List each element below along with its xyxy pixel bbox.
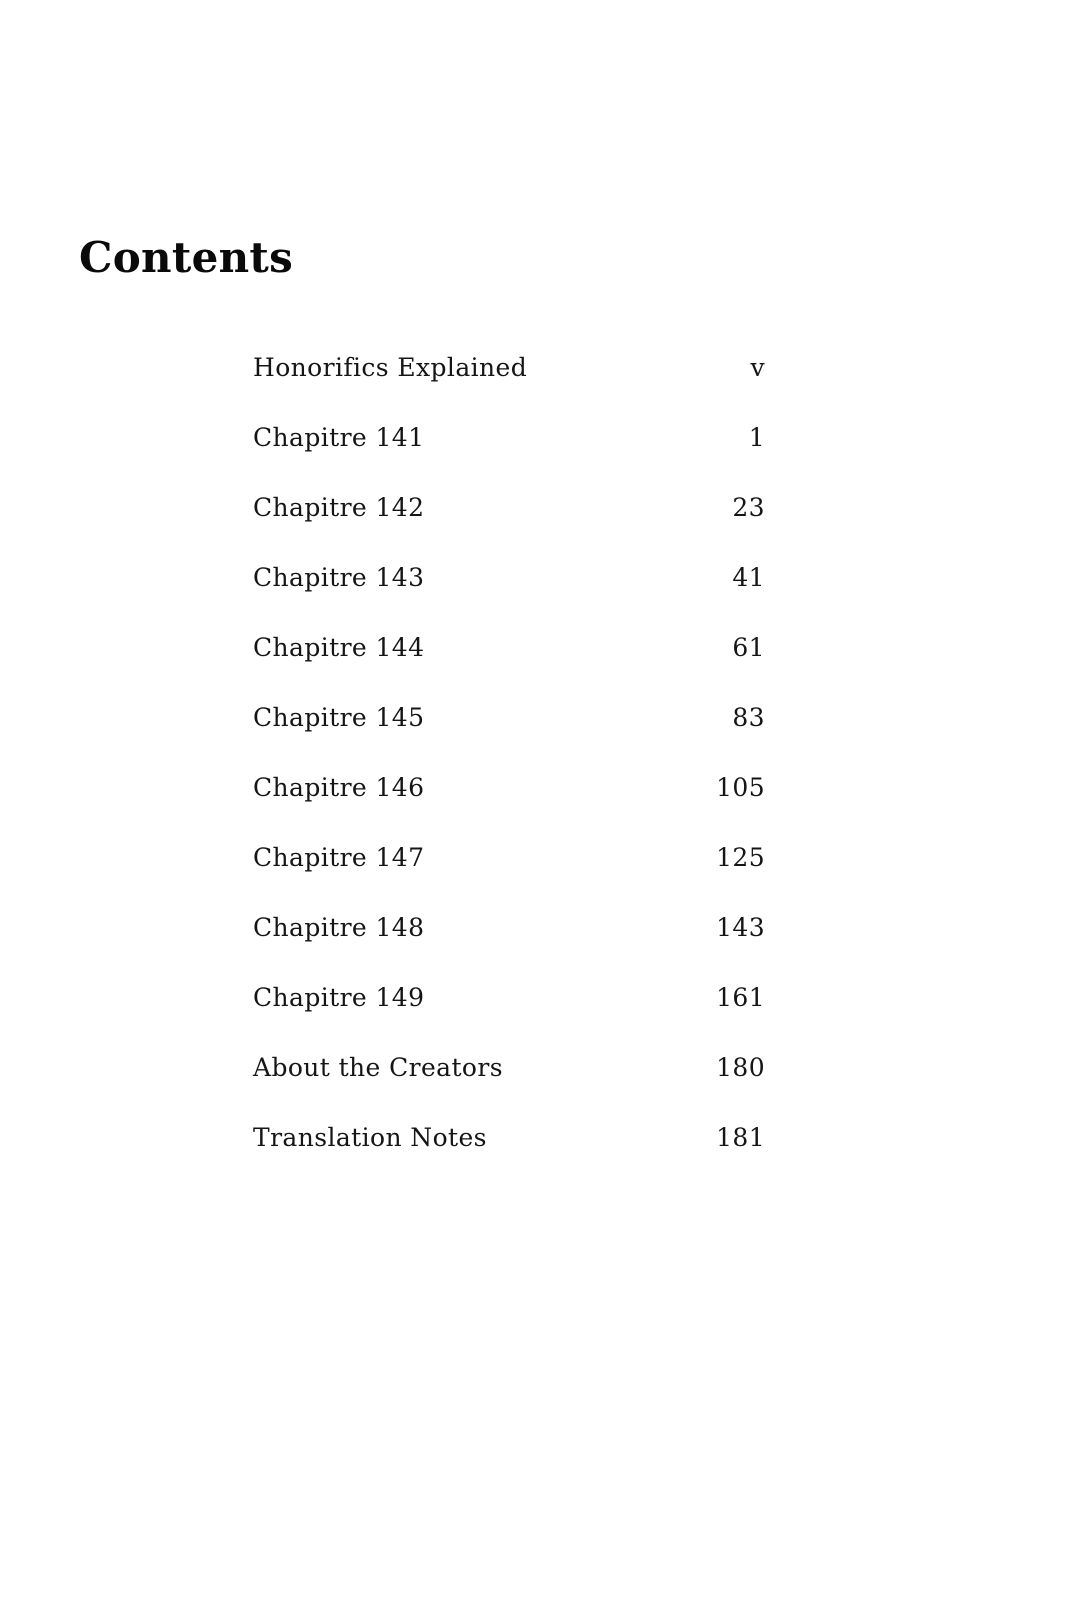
toc-entry-label: Chapitre 143: [253, 563, 425, 592]
toc-entry-chapitre-144[interactable]: [253, 625, 765, 695]
toc-entry-chapitre-145[interactable]: [253, 695, 765, 765]
toc-entry-page-number: 161: [716, 983, 765, 1012]
toc-entry-label: Chapitre 146: [253, 773, 425, 802]
toc-entry-label: About the Creators: [253, 1053, 503, 1082]
toc-entry-page-number: 23: [732, 493, 765, 522]
toc-entry-about-the-creators[interactable]: [253, 1045, 765, 1115]
toc-entry-label: Chapitre 142: [253, 493, 425, 522]
toc-entry-label: Chapitre 144: [253, 633, 425, 662]
toc-entry-chapitre-149[interactable]: [253, 975, 765, 1045]
toc-entry-page-number: 181: [716, 1123, 765, 1152]
toc-entry-page-number: 143: [716, 913, 765, 942]
toc-entry-translation-notes[interactable]: [253, 1115, 765, 1185]
toc-entry-label: Chapitre 147: [253, 843, 425, 872]
table-of-contents: [253, 345, 765, 1185]
page-title: Contents: [79, 233, 294, 282]
toc-entry-label: Chapitre 145: [253, 703, 425, 732]
toc-entry-page-number: 1: [748, 423, 765, 452]
toc-entry-honorifics-explained[interactable]: [253, 345, 765, 415]
toc-entry-page-number: 180: [716, 1053, 765, 1082]
toc-entry-chapitre-148[interactable]: [253, 905, 765, 975]
toc-entry-page-number: 61: [732, 633, 765, 662]
toc-entry-page-number: 105: [716, 773, 765, 802]
toc-entry-page-number: 125: [716, 843, 765, 872]
toc-entry-chapitre-142[interactable]: [253, 485, 765, 555]
toc-entry-chapitre-141[interactable]: [253, 415, 765, 485]
toc-entry-label: Honorifics Explained: [253, 353, 528, 382]
toc-entry-page-number: 83: [732, 703, 765, 732]
toc-entry-page-number: 41: [732, 563, 765, 592]
toc-entry-chapitre-146[interactable]: [253, 765, 765, 835]
toc-entry-label: Chapitre 141: [253, 423, 425, 452]
toc-entry-label: Chapitre 149: [253, 983, 425, 1012]
toc-entry-chapitre-147[interactable]: [253, 835, 765, 905]
toc-entry-page-number: v: [750, 353, 765, 382]
toc-entry-label: Chapitre 148: [253, 913, 425, 942]
toc-entry-label: Translation Notes: [253, 1123, 487, 1152]
toc-entry-chapitre-143[interactable]: [253, 555, 765, 625]
